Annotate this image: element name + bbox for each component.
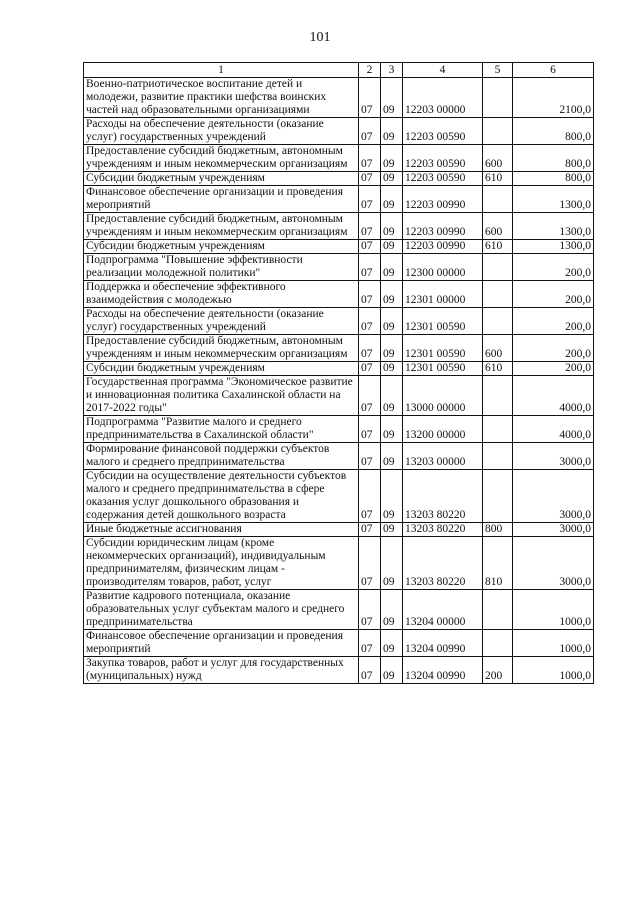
row-target-article: 13204 00990 xyxy=(403,630,483,657)
row-section-code: 07 xyxy=(359,362,381,376)
row-target-article: 12203 00990 xyxy=(403,213,483,240)
row-section-code: 07 xyxy=(359,590,381,630)
row-subsection-code: 09 xyxy=(381,443,403,470)
row-section-code: 07 xyxy=(359,213,381,240)
row-description: Предоставление субсидий бюджетным, автономным учреждениям и иным некоммерческим организациям xyxy=(84,145,359,172)
row-subsection-code: 09 xyxy=(381,362,403,376)
row-description: Субсидии бюджетным учреждениям xyxy=(84,240,359,254)
row-section-code: 07 xyxy=(359,416,381,443)
row-target-article: 12203 00000 xyxy=(403,78,483,118)
row-target-article: 12301 00590 xyxy=(403,362,483,376)
row-expense-type: 200 xyxy=(483,657,513,684)
table-row xyxy=(84,213,594,240)
row-subsection-code: 09 xyxy=(381,172,403,186)
row-section-code: 07 xyxy=(359,186,381,213)
row-section-code: 07 xyxy=(359,657,381,684)
row-amount: 4000,0 xyxy=(513,376,594,416)
row-expense-type xyxy=(483,470,513,523)
row-amount: 2100,0 xyxy=(513,78,594,118)
row-subsection-code: 09 xyxy=(381,523,403,537)
table-row xyxy=(84,590,594,630)
row-subsection-code: 09 xyxy=(381,376,403,416)
row-description: Расходы на обеспечение деятельности (оказание услуг) государственных учреждений xyxy=(84,118,359,145)
row-amount: 200,0 xyxy=(513,362,594,376)
page-number: 101 xyxy=(309,30,331,45)
row-section-code: 07 xyxy=(359,240,381,254)
row-amount: 200,0 xyxy=(513,281,594,308)
table-row xyxy=(84,281,594,308)
table-body xyxy=(84,78,594,684)
row-description: Формирование финансовой поддержки субъектов малого и среднего предпринимательства xyxy=(84,443,359,470)
row-expense-type xyxy=(483,416,513,443)
row-expense-type xyxy=(483,376,513,416)
row-amount: 3000,0 xyxy=(513,470,594,523)
row-expense-type xyxy=(483,254,513,281)
row-target-article: 12301 00590 xyxy=(403,308,483,335)
row-subsection-code: 09 xyxy=(381,78,403,118)
row-expense-type: 800 xyxy=(483,523,513,537)
row-description: Субсидии юридическим лицам (кроме некоммерческих организаций), индивидуальным предпринимателям, физическим лицам - производителям товаров, работ, услуг xyxy=(84,537,359,590)
table-row xyxy=(84,145,594,172)
row-target-article: 13200 00000 xyxy=(403,416,483,443)
row-expense-type xyxy=(483,443,513,470)
row-amount: 3000,0 xyxy=(513,523,594,537)
table-row xyxy=(84,254,594,281)
row-target-article: 12301 00000 xyxy=(403,281,483,308)
row-expense-type xyxy=(483,590,513,630)
row-target-article: 12203 00590 xyxy=(403,145,483,172)
row-expense-type xyxy=(483,630,513,657)
table-row xyxy=(84,118,594,145)
row-expense-type: 600 xyxy=(483,213,513,240)
row-target-article: 12203 00590 xyxy=(403,172,483,186)
row-subsection-code: 09 xyxy=(381,657,403,684)
row-expense-type xyxy=(483,308,513,335)
row-description: Предоставление субсидий бюджетным, автономным учреждениям и иным некоммерческим организациям xyxy=(84,335,359,362)
row-section-code: 07 xyxy=(359,281,381,308)
row-expense-type xyxy=(483,78,513,118)
row-description: Подпрограмма "Развитие малого и среднего предпринимательства в Сахалинской области" xyxy=(84,416,359,443)
row-subsection-code: 09 xyxy=(381,590,403,630)
row-amount: 1000,0 xyxy=(513,590,594,630)
row-expense-type: 610 xyxy=(483,240,513,254)
row-expense-type xyxy=(483,186,513,213)
row-description: Военно-патриотическое воспитание детей и молодежи, развитие практики шефства воинских частей над образовательными организациями xyxy=(84,78,359,118)
row-amount: 800,0 xyxy=(513,118,594,145)
row-description: Закупка товаров, работ и услуг для государственных (муниципальных) нужд xyxy=(84,657,359,684)
row-section-code: 07 xyxy=(359,523,381,537)
row-subsection-code: 09 xyxy=(381,335,403,362)
row-expense-type: 810 xyxy=(483,537,513,590)
row-expense-type: 600 xyxy=(483,145,513,172)
row-expense-type xyxy=(483,118,513,145)
row-subsection-code: 09 xyxy=(381,240,403,254)
column-header: 1 xyxy=(84,63,359,78)
row-subsection-code: 09 xyxy=(381,281,403,308)
row-subsection-code: 09 xyxy=(381,470,403,523)
column-header: 2 xyxy=(359,63,381,78)
row-target-article: 12301 00590 xyxy=(403,335,483,362)
column-header: 5 xyxy=(483,63,513,78)
row-description: Подпрограмма "Повышение эффективности реализации молодежной политики" xyxy=(84,254,359,281)
row-target-article: 13203 80220 xyxy=(403,537,483,590)
row-amount: 200,0 xyxy=(513,254,594,281)
row-amount: 800,0 xyxy=(513,145,594,172)
header-row xyxy=(84,63,594,78)
row-subsection-code: 09 xyxy=(381,308,403,335)
row-amount: 1300,0 xyxy=(513,186,594,213)
row-section-code: 07 xyxy=(359,118,381,145)
row-amount: 200,0 xyxy=(513,335,594,362)
column-header: 4 xyxy=(403,63,483,78)
table-row xyxy=(84,523,594,537)
row-description: Субсидии бюджетным учреждениям xyxy=(84,172,359,186)
row-subsection-code: 09 xyxy=(381,145,403,172)
table-row xyxy=(84,537,594,590)
row-section-code: 07 xyxy=(359,145,381,172)
column-header: 3 xyxy=(381,63,403,78)
row-subsection-code: 09 xyxy=(381,416,403,443)
row-description: Развитие кадрового потенциала, оказание образовательных услуг субъектам малого и среднего предпринимательства xyxy=(84,590,359,630)
table-row xyxy=(84,335,594,362)
row-amount: 3000,0 xyxy=(513,537,594,590)
row-expense-type: 600 xyxy=(483,335,513,362)
row-subsection-code: 09 xyxy=(381,630,403,657)
row-target-article: 13204 00990 xyxy=(403,657,483,684)
row-amount: 1300,0 xyxy=(513,240,594,254)
row-target-article: 13203 80220 xyxy=(403,470,483,523)
table-row xyxy=(84,78,594,118)
row-amount: 800,0 xyxy=(513,172,594,186)
table-row xyxy=(84,376,594,416)
row-amount: 4000,0 xyxy=(513,416,594,443)
row-description: Финансовое обеспечение организации и проведения мероприятий xyxy=(84,186,359,213)
row-description: Расходы на обеспечение деятельности (оказание услуг) государственных учреждений xyxy=(84,308,359,335)
table-row xyxy=(84,630,594,657)
row-description: Субсидии на осуществление деятельности субъектов малого и среднего предпринимательства в сфере оказания услуг дошкольного образования и содержания детей дошкольного возраста xyxy=(84,470,359,523)
row-section-code: 07 xyxy=(359,537,381,590)
row-description: Государственная программа "Экономическое развитие и инновационная политика Сахалинской области на 2017-2022 годы" xyxy=(84,376,359,416)
row-subsection-code: 09 xyxy=(381,118,403,145)
row-subsection-code: 09 xyxy=(381,213,403,240)
row-target-article: 13000 00000 xyxy=(403,376,483,416)
row-description: Поддержка и обеспечение эффективного взаимодействия с молодежью xyxy=(84,281,359,308)
table-row xyxy=(84,362,594,376)
row-description: Иные бюджетные ассигнования xyxy=(84,523,359,537)
row-amount: 1000,0 xyxy=(513,657,594,684)
row-section-code: 07 xyxy=(359,78,381,118)
table-row xyxy=(84,308,594,335)
row-description: Финансовое обеспечение организации и проведения мероприятий xyxy=(84,630,359,657)
row-expense-type: 610 xyxy=(483,172,513,186)
row-description: Предоставление субсидий бюджетным, автономным учреждениям и иным некоммерческим организациям xyxy=(84,213,359,240)
table-row xyxy=(84,470,594,523)
row-section-code: 07 xyxy=(359,308,381,335)
row-target-article: 12203 00590 xyxy=(403,118,483,145)
table-row xyxy=(84,186,594,213)
row-expense-type: 610 xyxy=(483,362,513,376)
row-section-code: 07 xyxy=(359,254,381,281)
row-amount: 1000,0 xyxy=(513,630,594,657)
row-target-article: 13203 00000 xyxy=(403,443,483,470)
row-subsection-code: 09 xyxy=(381,537,403,590)
row-section-code: 07 xyxy=(359,630,381,657)
row-section-code: 07 xyxy=(359,172,381,186)
table-row xyxy=(84,416,594,443)
row-section-code: 07 xyxy=(359,470,381,523)
row-section-code: 07 xyxy=(359,376,381,416)
row-target-article: 12300 00000 xyxy=(403,254,483,281)
row-subsection-code: 09 xyxy=(381,186,403,213)
row-section-code: 07 xyxy=(359,443,381,470)
budget-table xyxy=(83,62,594,684)
row-expense-type xyxy=(483,281,513,308)
row-amount: 1300,0 xyxy=(513,213,594,240)
row-target-article: 13204 00000 xyxy=(403,590,483,630)
row-description: Субсидии бюджетным учреждениям xyxy=(84,362,359,376)
row-target-article: 12203 00990 xyxy=(403,186,483,213)
row-subsection-code: 09 xyxy=(381,254,403,281)
table-row xyxy=(84,172,594,186)
row-amount: 3000,0 xyxy=(513,443,594,470)
column-header: 6 xyxy=(513,63,594,78)
table-row xyxy=(84,240,594,254)
table-row xyxy=(84,657,594,684)
table-row xyxy=(84,443,594,470)
row-section-code: 07 xyxy=(359,335,381,362)
row-target-article: 13203 80220 xyxy=(403,523,483,537)
row-target-article: 12203 00990 xyxy=(403,240,483,254)
row-amount: 200,0 xyxy=(513,308,594,335)
